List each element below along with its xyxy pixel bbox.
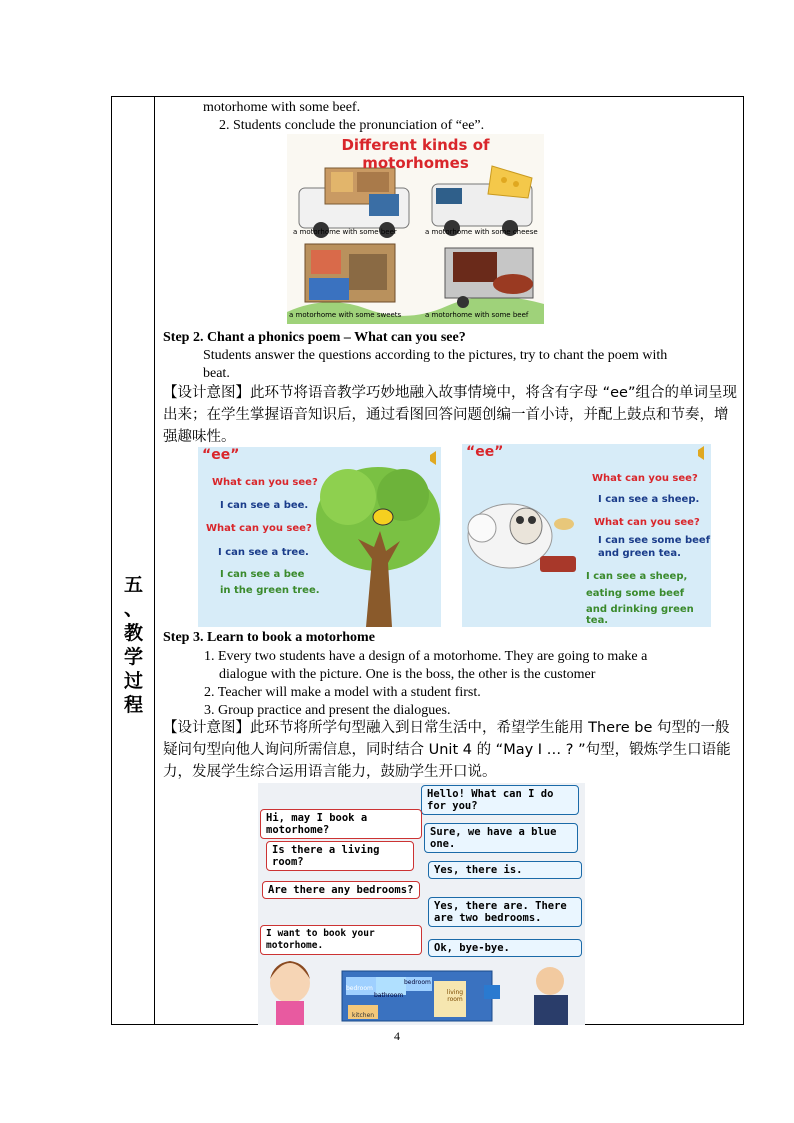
room-label: bathroom [374, 992, 404, 999]
poem2-line: What can you see? [594, 517, 700, 528]
poem2-line: I can see a sheep. [598, 494, 700, 505]
label-char: 过 [123, 670, 143, 692]
poem2-line: and drinking green tea. [586, 604, 694, 626]
label-char: 五 [123, 574, 143, 596]
motorhomes-title: Different kinds of motorhomes [341, 136, 490, 172]
poem1-line: What can you see? [206, 523, 312, 534]
design-intent-1: 【设计意图】此环节将语音教学巧妙地融入故事情境中，将含有字母 “ee”组合的单词呈现出来；在学生掌握语音知识后，通过看图回答问题创编一首小诗，并配上鼓点和节奏，增强趣味性。 [163, 385, 737, 445]
poem1-line: What can you see? [212, 477, 318, 488]
bubble-hello: Hello! What can I do for you? [421, 785, 579, 815]
text-line: 1. Every two students have a design of a motorhome. They are going to make a [204, 649, 648, 664]
poem1-line: I can see a bee. [220, 500, 309, 511]
step3-heading: Step 3. Learn to book a motorhome [163, 630, 375, 645]
room-label: bedroom [346, 985, 373, 992]
poem2-heading: “ee” [466, 444, 504, 460]
poem2-line: eating some beef [586, 588, 685, 599]
text-line: 2. Teacher will make a model with a student first. [204, 685, 481, 700]
text-line: beat. [203, 366, 230, 381]
bubble-living: Is there a living room? [266, 841, 414, 871]
poem2-line: I can see a sheep, [586, 571, 688, 582]
design-intent-2: 【设计意图】此环节将所学句型融入到日常生活中，希望学生能用 There be 句型的一般疑问句型向他人询问所需信息，同时结合 Unit 4 的 “May I … ? ”句型，锻炼学生口语能力，发展学生综合运用语言能力，鼓励学生开口说。 [163, 720, 731, 780]
bubble-sure: Sure, we have a blue one. [424, 823, 578, 853]
step2-heading: Step 2. Chant a phonics poem – What can you see? [163, 330, 466, 345]
room-label: living room [446, 989, 464, 1003]
bubble-yes-is: Yes, there is. [428, 861, 582, 879]
caption-cheese: a motorhome with some cheese [425, 228, 538, 236]
page-number: 4 [394, 1029, 400, 1043]
poem2-line: What can you see? [592, 473, 698, 484]
poem2-line: and green tea. [598, 548, 681, 559]
room-label: kitchen [352, 1012, 375, 1019]
text-line: Students answer the questions according to the pictures, try to chant the poem with [203, 348, 668, 363]
sheep-poem-image [462, 444, 711, 627]
text-line: dialogue with the picture. One is the boss, the other is the customer [219, 667, 596, 682]
bubble-bedrooms: Are there any bedrooms? [262, 881, 420, 899]
label-char: 程 [123, 694, 143, 716]
label-char: 、 [123, 598, 143, 620]
dialogue-image [258, 783, 585, 1025]
poem1-line: I can see a bee [220, 569, 305, 580]
bubble-want: I want to book your motorhome. [260, 925, 422, 955]
poem1-heading: “ee” [202, 447, 240, 463]
bubble-book: Hi, may I book a motorhome? [260, 809, 422, 839]
caption-beer: a motorhome with some beer [293, 228, 397, 236]
label-char: 教 [123, 622, 143, 644]
caption-sweets: a motorhome with some sweets [289, 311, 402, 319]
bubble-bye: Ok, bye-bye. [428, 939, 582, 957]
section-label-cell [112, 97, 155, 1024]
label-char: 学 [123, 646, 143, 668]
motorhomes-image [287, 134, 544, 324]
text-line: motorhome with some beef. [203, 100, 361, 115]
poem1-line: in the green tree. [220, 585, 320, 596]
room-label: bedroom [404, 979, 431, 986]
text-line: 3. Group practice and present the dialogues. [204, 703, 451, 718]
poem1-line: I can see a tree. [218, 547, 309, 558]
poem2-line: I can see some beef [598, 535, 711, 546]
bubble-yes-are: Yes, there are. There are two bedrooms. [428, 897, 582, 927]
caption-beef: a motorhome with some beef [425, 311, 529, 319]
section-label [112, 573, 155, 717]
text-line: 2. Students conclude the pronunciation of “ee”. [219, 118, 485, 133]
bee-tree-poem-image [198, 447, 441, 627]
